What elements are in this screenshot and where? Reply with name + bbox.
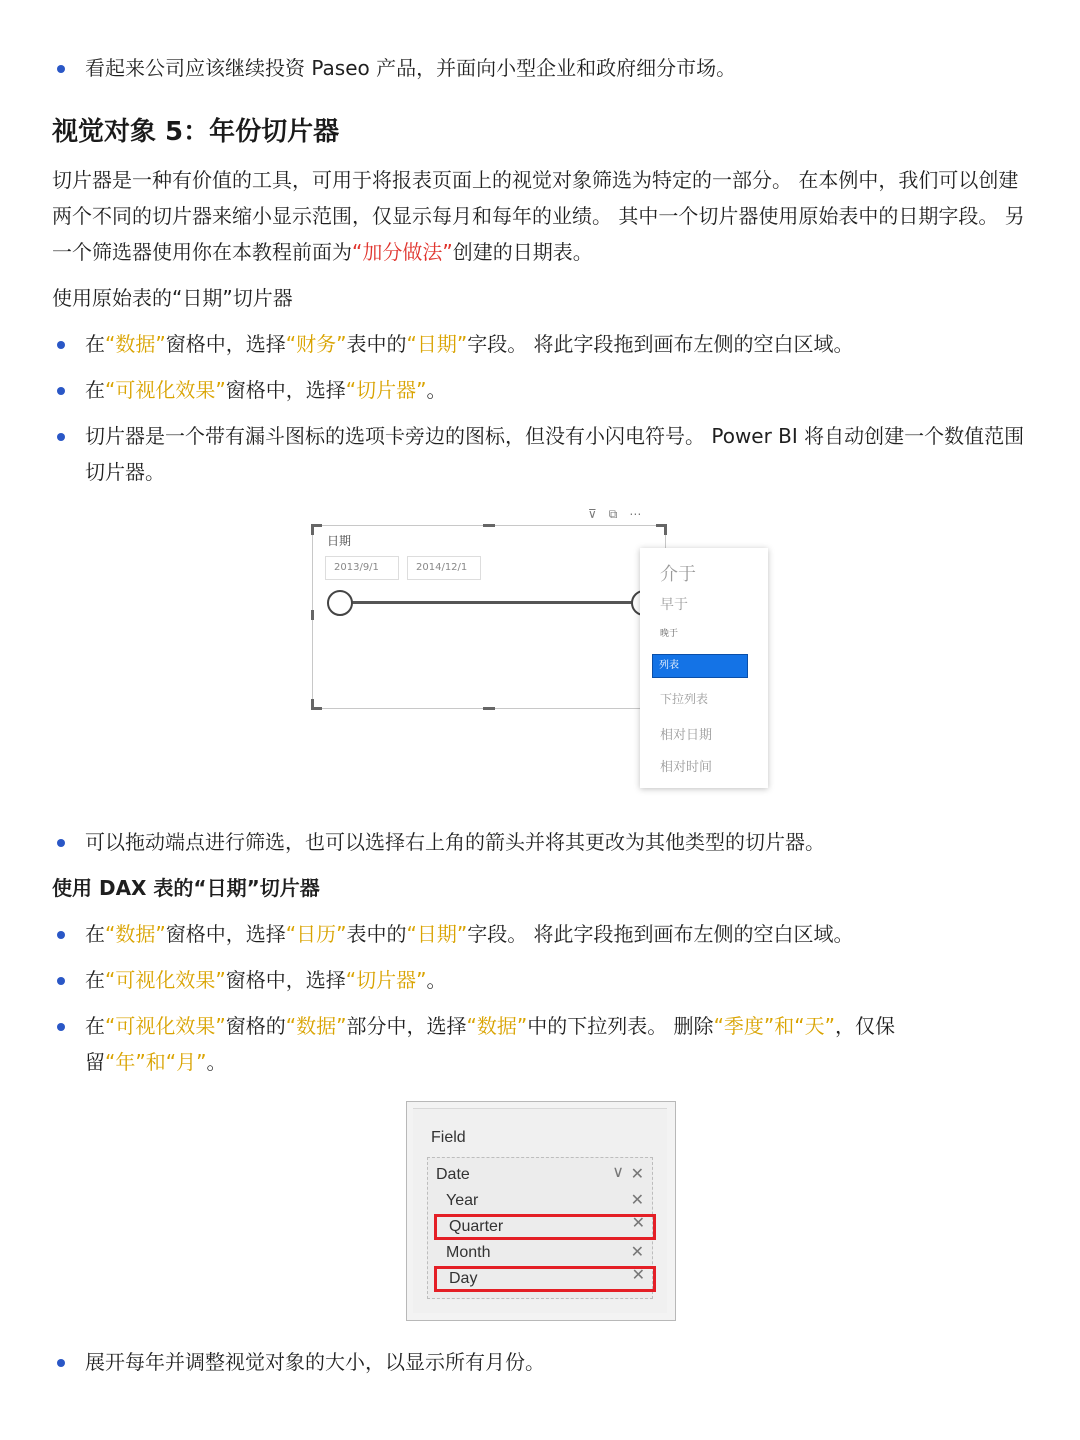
field-well-panel [413,1108,667,1313]
list-item [52,372,1027,408]
list-item-text: 展开每年并调整视觉对象的大小，以显示所有月份。 [85,1350,545,1374]
visual-toolbar [588,507,641,522]
menu-item-selected[interactable]: 列表 [652,654,748,678]
field-name: Month [446,1244,491,1261]
intro-paragraph [52,162,1027,270]
menu-item[interactable]: 晚于 [660,629,679,639]
list-item-text: 在“数据”窗格中，选择“财务”表中的“日期”字段。 将此字段拖到画布左侧的空白区域。 [85,332,854,356]
bullet-dot [52,824,85,860]
field-name: Year [446,1192,479,1209]
section-heading: 视觉对象 5：年份切片器 [52,117,340,147]
list-item [52,916,1027,952]
list-item-text: 切片器是一个带有漏斗图标的选项卡旁边的图标，但没有小闪电符号。 Power BI 将自动创建一个数值范围切片器。 [85,424,1025,484]
range-track [343,601,643,604]
resize-handle[interactable] [311,610,314,620]
list-item-text: 在“可视化效果”窗格中，选择“切片器”。 [85,968,447,992]
list-item [52,50,1027,86]
bullet-dot [52,1008,85,1080]
bullet-dot [52,1344,85,1380]
resize-handle[interactable] [311,524,322,535]
list-item [52,824,1027,860]
start-date-input[interactable]: 2013/9/1 [325,556,399,580]
menu-item[interactable]: 介于 [660,564,696,585]
resize-handle[interactable] [656,524,667,535]
field-month[interactable] [428,1240,652,1266]
field-name: Date [436,1166,470,1183]
field-well-figure [406,1101,676,1321]
resize-handle[interactable] [483,524,495,527]
bullet-dot [52,418,85,490]
list-item-text: 在“可视化效果”窗格的“数据”部分中，选择“数据”中的下拉列表。 删除“季度”和“天”，仅保留“年”和“月”。 [85,1014,896,1074]
intro-text: 切片器是一种有价值的工具，可用于将报表页面上的视觉对象筛选为特定的一部分。 在本例中，我们可以创建两个不同的切片器来缩小显示范围，仅显示每月和每年的业绩。 其中一个切片器使用原始表中的日期字段。 另一个筛选器使用你在本教程前面为 [52,168,1025,264]
menu-item[interactable]: 相对时间 [660,760,713,775]
field-drop-zone[interactable] [427,1157,653,1299]
bullet-dot [52,372,85,408]
slicer-type-menu [640,548,768,788]
menu-item[interactable]: 下拉列表 [660,692,709,706]
field-name: Day [449,1270,478,1287]
field-label: Field [431,1129,466,1146]
focus-mode-icon[interactable]: ⧉ [608,507,618,521]
range-start-handle[interactable] [327,590,353,616]
list-item [52,326,1027,362]
list-item [52,418,1027,490]
chevron-down-icon[interactable]: ∨ [612,1164,624,1181]
slicer-figure [308,505,778,795]
field-name: Quarter [449,1218,504,1235]
list-item [52,1344,1027,1380]
field-date[interactable] [428,1162,652,1188]
list-item-text: 看起来公司应该继续投资 Paseo 产品，并面向小型企业和政府细分市场。 [85,56,737,80]
slicer-title: 日期 [327,534,352,548]
close-icon[interactable]: ✕ [630,1244,644,1261]
date-slicer[interactable] [312,525,666,709]
resize-handle[interactable] [311,699,322,710]
menu-item[interactable]: 相对日期 [660,728,713,743]
end-date-input[interactable]: 2014/12/1 [407,556,481,580]
field-day[interactable] [434,1266,656,1292]
subsection-title: 使用 DAX 表的“日期”切片器 [52,876,320,900]
list-item-text: 在“可视化效果”窗格中，选择“切片器”。 [85,378,447,402]
list-item-text: 可以拖动端点进行筛选，也可以选择右上角的箭头并将其更改为其他类型的切片器。 [85,830,825,854]
list-item [52,1008,1027,1080]
close-icon[interactable]: ✕ [630,1192,644,1209]
bullet-dot [52,916,85,952]
menu-item[interactable]: 早于 [660,597,688,613]
resize-handle[interactable] [483,707,495,710]
bullet-dot [52,50,85,86]
intro-text-end: 创建的日期表。 [452,240,593,264]
field-quarter[interactable] [434,1214,656,1240]
more-options-icon[interactable]: ⋯ [629,507,642,521]
bullet-dot [52,326,85,362]
close-icon[interactable]: ✕ [630,1166,644,1183]
field-year[interactable] [428,1188,652,1214]
bonus-link[interactable]: “加分做法” [352,240,453,264]
filter-icon[interactable]: ⊽ [588,507,597,521]
list-item-text: 在“数据”窗格中，选择“日历”表中的“日期”字段。 将此字段拖到画布左侧的空白区域。 [85,922,854,946]
list-item [52,962,1027,998]
close-icon[interactable]: ✕ [631,1215,645,1232]
close-icon[interactable]: ✕ [631,1267,645,1284]
bullet-dot [52,962,85,998]
subsection-title: 使用原始表的“日期”切片器 [52,286,293,310]
